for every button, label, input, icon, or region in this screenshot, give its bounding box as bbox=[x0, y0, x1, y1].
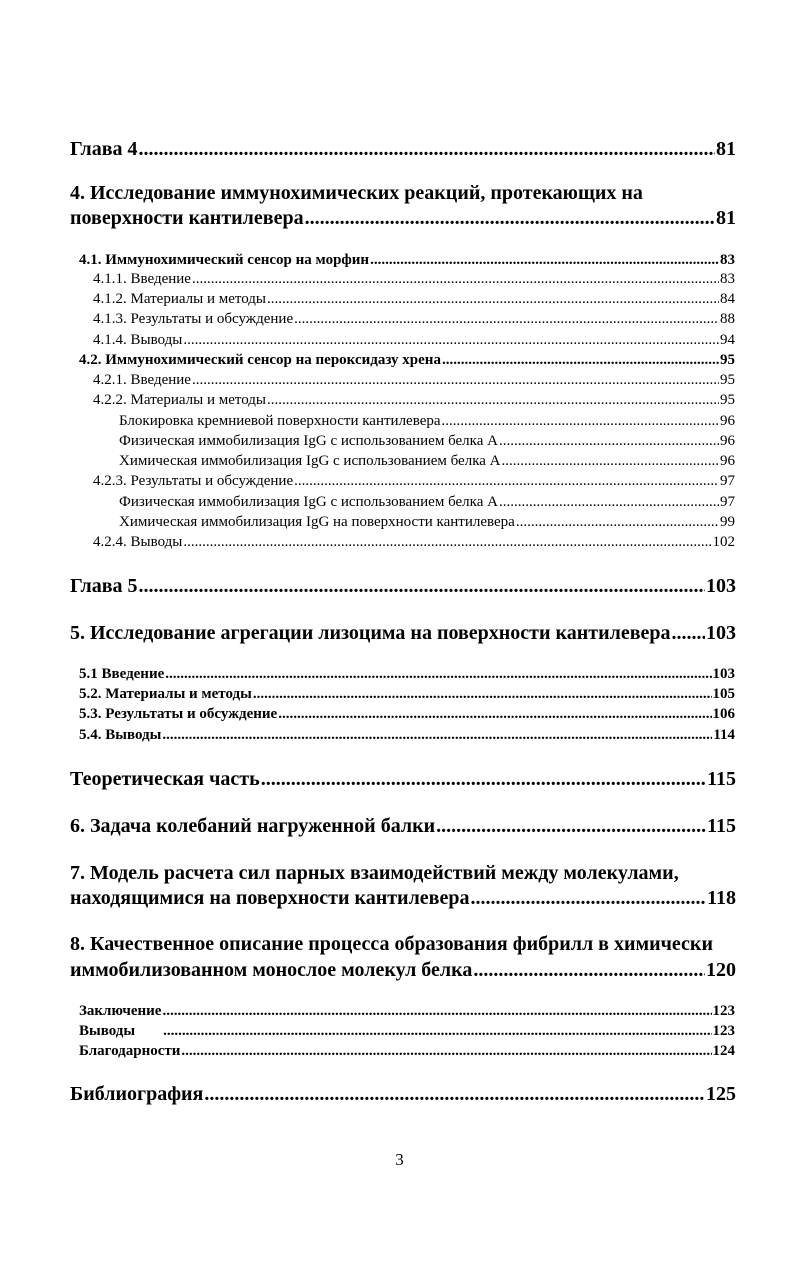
entry-page: 125 bbox=[706, 1083, 736, 1105]
leader-dots bbox=[436, 815, 706, 838]
toc-entry-section-4-2-3-b bbox=[119, 514, 735, 531]
toc-entry-section-6 bbox=[70, 815, 736, 838]
entry-label: Глава 4 bbox=[70, 138, 138, 160]
toc-entry-section-5-4 bbox=[79, 727, 735, 744]
toc-entry-chapter-5 bbox=[70, 575, 736, 598]
entry-page: 83 bbox=[720, 252, 735, 268]
leader-dots bbox=[139, 575, 706, 598]
toc-entry-section-5-3 bbox=[79, 706, 735, 723]
entry-label: Заключение bbox=[79, 1003, 162, 1019]
entry-label: 4.1. Иммунохимический сенсор на морфин bbox=[79, 252, 370, 268]
toc-entry-section-8 bbox=[70, 959, 736, 982]
leader-dots bbox=[516, 514, 719, 531]
entry-page: 99 bbox=[720, 514, 735, 530]
toc-entry-section-5 bbox=[70, 622, 736, 645]
leader-dots bbox=[267, 291, 719, 308]
entry-label: Библиография bbox=[70, 1083, 204, 1105]
entry-page: 103 bbox=[706, 622, 736, 644]
leader-dots bbox=[163, 1023, 711, 1040]
leader-dots bbox=[370, 252, 719, 269]
toc-entry-section-7 bbox=[70, 887, 736, 910]
leader-dots bbox=[162, 727, 712, 744]
entry-label: Благодарности bbox=[79, 1043, 181, 1059]
toc-entry-section-4-2-3 bbox=[93, 473, 735, 490]
leader-dots bbox=[442, 413, 719, 430]
entry-label: 4.2. Иммунохимический сенсор на пероксидазу хрена bbox=[79, 352, 441, 368]
entry-page: 103 bbox=[712, 666, 735, 682]
toc-entry-bibliography bbox=[70, 1083, 736, 1106]
leader-dots bbox=[294, 473, 719, 490]
entry-label: Физическая иммобилизация IgG с использованием белка А bbox=[119, 433, 498, 449]
leader-dots bbox=[305, 207, 715, 230]
toc-entry-section-4-2-2-b bbox=[119, 433, 735, 450]
toc-entry-chapter-4 bbox=[70, 138, 736, 161]
entry-label: поверхности кантилевера bbox=[70, 207, 304, 229]
page-number: 3 bbox=[395, 1150, 404, 1169]
leader-dots bbox=[261, 768, 706, 791]
entry-page: 83 bbox=[720, 271, 735, 287]
entry-label: 4.1.2. Материалы и методы bbox=[93, 291, 267, 307]
toc-entry-section-4-1-2 bbox=[93, 291, 735, 308]
entry-label: 4.2.4. Выводы bbox=[93, 534, 183, 550]
leader-dots bbox=[278, 706, 711, 723]
entry-page: 81 bbox=[716, 138, 736, 160]
leader-dots bbox=[162, 1003, 711, 1020]
toc-entry-section-4-2-4 bbox=[93, 534, 735, 551]
entry-label: Химическая иммобилизация IgG на поверхности кантилевера bbox=[119, 514, 515, 530]
toc-entry-section-4-1 bbox=[79, 252, 735, 269]
leader-dots bbox=[183, 534, 711, 551]
entry-label: 4.2.1. Введение bbox=[93, 372, 191, 388]
entry-page: 81 bbox=[716, 207, 736, 229]
toc-entry-section-8-line1: 8. Качественное описание процесса образования фибрилл в химически bbox=[70, 933, 713, 955]
entry-label: иммобилизованном монослое молекул белка bbox=[70, 959, 473, 981]
entry-label: 5.3. Результаты и обсуждение bbox=[79, 706, 278, 722]
entry-page: 84 bbox=[720, 291, 735, 307]
entry-page: 123 bbox=[712, 1003, 735, 1019]
entry-page: 88 bbox=[720, 311, 735, 327]
entry-label: 5.2. Материалы и методы bbox=[79, 686, 252, 702]
leader-dots bbox=[672, 622, 705, 645]
entry-label: 6. Задача колебаний нагруженной балки bbox=[70, 815, 436, 837]
toc-entry-section-4-2-1 bbox=[93, 372, 735, 389]
entry-page: 96 bbox=[720, 453, 735, 469]
leader-dots bbox=[192, 372, 719, 389]
leader-dots bbox=[183, 332, 719, 349]
entry-label: Химическая иммобилизация IgG с использованием белка А bbox=[119, 453, 501, 469]
entry-label: Глава 5 bbox=[70, 575, 138, 597]
toc-entry-theory bbox=[70, 768, 736, 791]
toc-entry-section-7-line1: 7. Модель расчета сил парных взаимодействий между молекулами, bbox=[70, 862, 679, 884]
entry-page: 97 bbox=[720, 473, 735, 489]
toc-entry-section-4-line1: 4. Исследование иммунохимических реакций, протекающих на bbox=[70, 182, 643, 204]
toc-entry-findings bbox=[79, 1023, 735, 1040]
leader-dots bbox=[502, 453, 720, 470]
leader-dots bbox=[181, 1043, 711, 1060]
entry-page: 105 bbox=[712, 686, 735, 702]
entry-label: 4.1.3. Результаты и обсуждение bbox=[93, 311, 294, 327]
leader-dots bbox=[470, 887, 706, 910]
entry-page: 103 bbox=[706, 575, 736, 597]
entry-page: 96 bbox=[720, 433, 735, 449]
toc-entry-section-4-2-2-c bbox=[119, 453, 735, 470]
entry-label: 4.1.4. Выводы bbox=[93, 332, 183, 348]
toc-entry-section-4-2-2 bbox=[93, 392, 735, 409]
entry-label: 4.2.3. Результаты и обсуждение bbox=[93, 473, 294, 489]
entry-label: Физическая иммобилизация IgG с использованием белка А bbox=[119, 494, 498, 510]
entry-page: 118 bbox=[707, 887, 736, 909]
toc-entry-section-4-2-3-a bbox=[119, 494, 735, 511]
toc-entry-section-4 bbox=[70, 207, 736, 230]
toc-entry-section-4-1-4 bbox=[93, 332, 735, 349]
entry-page: 115 bbox=[707, 815, 736, 837]
entry-label: 5. Исследование агрегации лизоцима на поверхности кантилевера bbox=[70, 622, 671, 644]
toc-entry-section-5-2 bbox=[79, 686, 735, 703]
entry-label: находящимися на поверхности кантилевера bbox=[70, 887, 470, 909]
entry-page: 96 bbox=[720, 413, 735, 429]
entry-page: 124 bbox=[712, 1043, 735, 1059]
entry-page: 106 bbox=[712, 706, 735, 722]
entry-page: 123 bbox=[712, 1023, 735, 1039]
entry-page: 94 bbox=[720, 332, 735, 348]
leader-dots bbox=[253, 686, 712, 703]
leader-dots bbox=[139, 138, 716, 161]
toc-entry-conclusion bbox=[79, 1003, 735, 1020]
leader-dots bbox=[294, 311, 719, 328]
toc-entry-section-5-1 bbox=[79, 666, 735, 683]
leader-dots bbox=[165, 666, 711, 683]
entry-page: 115 bbox=[707, 768, 736, 790]
entry-label: 4.1.1. Введение bbox=[93, 271, 191, 287]
entry-page: 120 bbox=[706, 959, 736, 981]
toc-entry-acknowledgements bbox=[79, 1043, 735, 1060]
entry-label: 5.1 Введение bbox=[79, 666, 165, 682]
entry-label: 5.4. Выводы bbox=[79, 727, 162, 743]
leader-dots bbox=[204, 1083, 705, 1106]
entry-label: Теоретическая часть bbox=[70, 768, 260, 790]
toc-entry-section-4-1-3 bbox=[93, 311, 735, 328]
toc-entry-section-4-1-1 bbox=[93, 271, 735, 288]
entry-page: 97 bbox=[720, 494, 735, 510]
entry-page: 95 bbox=[720, 372, 735, 388]
leader-dots bbox=[442, 352, 719, 369]
entry-label: Выводы bbox=[79, 1023, 136, 1039]
entry-page: 95 bbox=[720, 392, 735, 408]
leader-dots bbox=[499, 494, 719, 511]
leader-dots bbox=[192, 271, 719, 288]
entry-page: 102 bbox=[712, 534, 735, 550]
leader-dots bbox=[267, 392, 719, 409]
entry-page: 114 bbox=[713, 727, 735, 743]
leader-dots bbox=[473, 959, 705, 982]
toc-entry-section-4-2 bbox=[79, 352, 735, 369]
entry-label: Блокировка кремниевой поверхности кантилевера bbox=[119, 413, 441, 429]
toc-entry-section-4-2-2-a bbox=[119, 413, 735, 430]
entry-label: 4.2.2. Материалы и методы bbox=[93, 392, 267, 408]
leader-dots bbox=[499, 433, 719, 450]
entry-page: 95 bbox=[720, 352, 735, 368]
